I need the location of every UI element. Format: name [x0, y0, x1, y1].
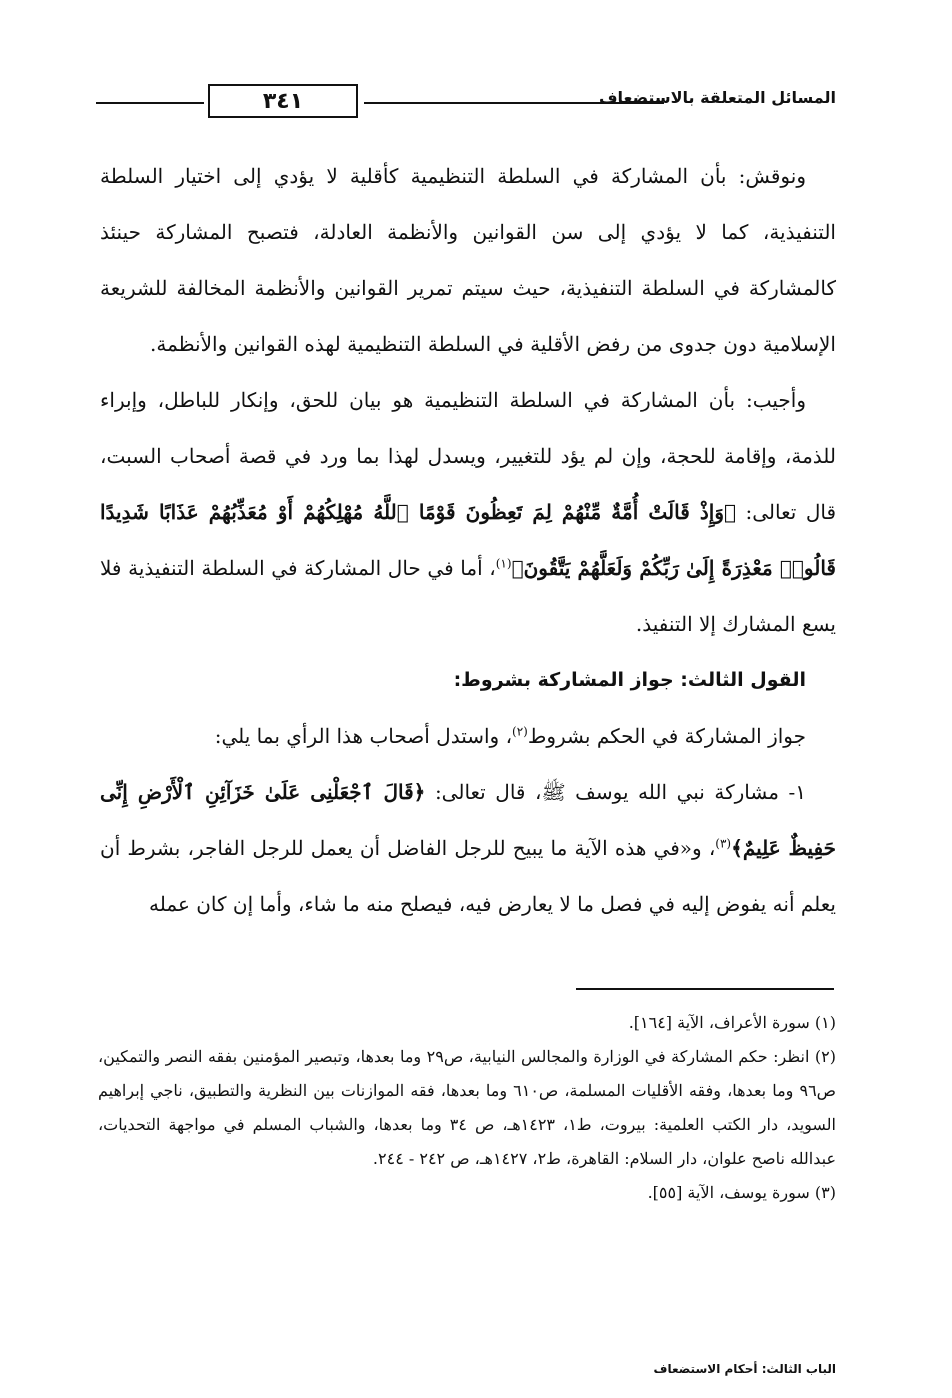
footnote-3 — [98, 1176, 836, 1210]
footnote-ref-1: (١) — [495, 556, 512, 571]
footnote-2-number: (٢) — [814, 1047, 836, 1066]
paragraph-objection: ونوقش: بأن المشاركة في السلطة التنظيمية كأقلية لا يؤدي إلى اختيار السلطة التنفيذية، كما لا يؤدي إلى سن القوانين والأنظمة العادلة، فتصبح المشاركة حينئذ كالمشاركة في السلطة التنفيذية، حيث سيتم تمرير القوانين والأنظمة المخالفة للشريعة الإسلامية دون جدوى من رفض الأقلية في السلطة التنظيمية لهذه القوانين والأنظمة. — [100, 164, 836, 356]
footnotes — [98, 1006, 836, 1210]
footnote-1-number: (١) — [814, 1013, 836, 1032]
footnote-3-text: سورة يوسف، الآية [٥٥]. — [647, 1183, 815, 1202]
third-opinion-end: ، واستدل أصحاب هذا الرأي بما يلي: — [214, 724, 513, 748]
running-header — [96, 80, 836, 124]
quran-verse-yusuf: ﴿قَالَ ٱجْعَلْنِى عَلَىٰ خَزَآئِنِ ٱلْأَرْضِ إِنِّى حَفِيظٌ عَلِيمٌ﴾ — [100, 780, 836, 860]
footnote-1 — [98, 1006, 836, 1040]
footnote-ref-3: (٣) — [715, 836, 732, 851]
page-number: ٣٤١ — [208, 84, 358, 118]
running-footer: الباب الثالث: أحكام الاستضعاف — [653, 1362, 836, 1376]
footnote-2 — [98, 1040, 836, 1176]
answer-intro: وأجيب: بأن المشاركة في السلطة التنظيمية هو بيان للحق، وإنكار للباطل، وإبراء للذمة، وإقامة للحجة، وإن لم يؤد للتغيير، ويسدل لهذا بما ورد في قصة أصحاب السبت، قال تعالى: — [100, 388, 837, 524]
footnote-ref-2: (٢) — [512, 724, 528, 739]
section-heading-third-opinion: القول الثالث: جواز المشاركة بشروط: — [453, 669, 806, 691]
paragraph-third-opinion — [100, 708, 836, 764]
answer-rest: ، أما في حال المشاركة في السلطة التنفيذية فلا يسع المشارك إلا التنفيذ. — [100, 556, 836, 636]
quran-verse-araf: ﴿وَإِذْ قَالَتْ أُمَّةٌ مِّنْهُمْ لِمَ تَعِظُونَ قَوْمًا ٱللَّهُ مُهْلِكُهُمْ أَوْ مُعَذِّبُهُمْ عَذَابًا شَدِيدًا قَالُوا۟ مَعْذِرَةً إِلَىٰ رَبِّكُمْ وَلَعَلَّهُمْ يَتَّقُونَ﴾ — [100, 500, 836, 580]
third-opinion-start: جواز المشاركة في الحكم بشروط — [527, 724, 806, 748]
evidence-end: ، و«في هذه الآية ما يبيح للرجل الفاضل أن يعمل للرجل الفاجر، بشرط أن يعلم أنه يفوض إليه في فصل ما لا يعارض فيه، فيصلح منه ما شاء، وأما إن كان عمله — [100, 836, 836, 916]
paragraph-evidence-yusuf — [100, 764, 836, 932]
footnote-3-number: (٣) — [814, 1183, 836, 1202]
evidence-start: ١- مشاركة نبي الله يوسف ﷺ، قال تعالى: — [425, 780, 806, 804]
paragraph-answer — [100, 372, 836, 652]
footnote-1-text: سورة الأعراف، الآية [١٦٤]. — [628, 1013, 815, 1032]
running-title: المسائل المتعلقة بالاستضعاف — [598, 88, 836, 107]
footnote-2-text: انظر: حكم المشاركة في الوزارة والمجالس النيابية، ص٢٩ وما بعدها، وتبصير المؤمنين بفقه النصر والتمكين، ص٩٦ وما بعدها، وفقه الأقليات المسلمة، ص٦١٠ وما بعدها، فقه الموازنات بين النظرية والتطبيق، ناجي إبراهيم السويد، دار الكتب العلمية: بيروت، ط١، ١٤٢٣هـ، ص ٣٤ وما بعدها، والشباب المسلم في مواجهة التحديات، عبدالله ناصح علوان، دار السلام: القاهرة، ط٢، ١٤٢٧هـ، ص ٢٤٢ - ٢٤٤. — [98, 1047, 837, 1168]
main-text — [100, 148, 836, 932]
header-rule-left — [96, 102, 204, 104]
footnote-separator — [576, 988, 834, 990]
